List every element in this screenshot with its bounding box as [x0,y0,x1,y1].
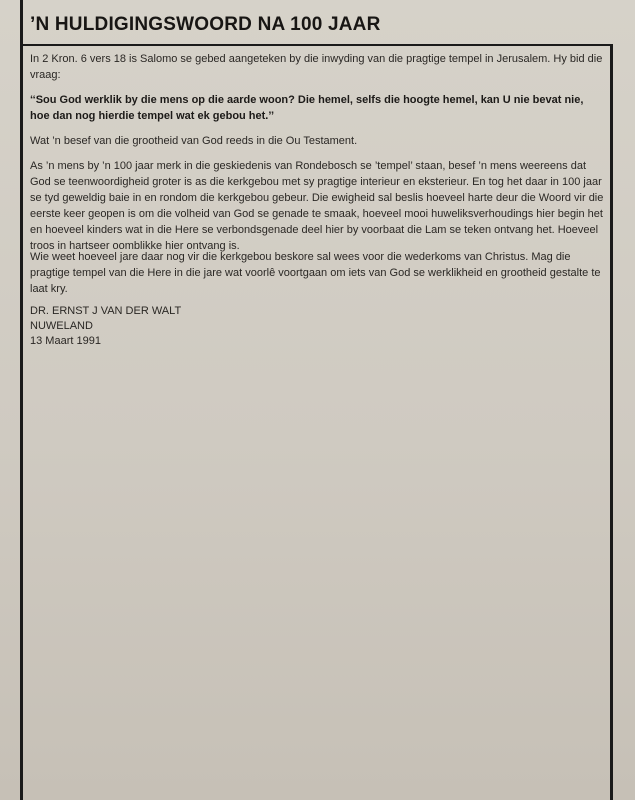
paragraph-closing: Wie weet hoeveel jare daar nog vir die kerkgebou beskore sal wees voor die wederkoms van Christus. Mag die pragtige tempel van die Here in die jare wat voorlê voortgaan om iets van God se werklikheid en grootheid gestalte te laat kry. [30,251,601,295]
signature-date: 13 Maart 1991 [30,335,101,347]
author-place: NUWELAND [30,320,93,332]
paragraph-intro: In 2 Kron. 6 vers 18 is Salomo se gebed aangeteken by die inwyding van die pragtige tempel in Jerusalem. Hy bid die vraag: [30,53,603,81]
author-name: DR. ERNST J VAN DER WALT [30,305,182,317]
page-border-right [610,44,613,800]
signature-block [30,304,181,349]
paragraph-reflection: Wat ’n besef van die grootheid van God reeds in die Ou Testament. [30,135,358,147]
page-border-left [20,0,23,800]
paragraph-history: As ’n mens by ’n 100 jaar merk in die geskiedenis van Rondebosch se ’tempel’ staan, besef ’n mens weereens dat God se teenwoordigheid groter is as die kerkgebou met sy pragtige interieur en eksterieur. En tog het daar in 100 jaar se tyd geweldig baie in en rondom die kerkgebou gebeur. Die ewigheid sal beslis hoeveel harte deur die Woord vir die eerste keer geopen is om die volheid van God se genade te smaak, hoeveel mooi huweliksverhoudings hier begin het en hoeveel kinders wat in die Here se verbondsgenade deel hier by voorbaat die Lam se teken ontvang het. Hoeveel troos in hartseer oomblikke hier ontvang is. [30,160,604,252]
paragraph-quote: ‘‘Sou God werklik by die mens op die aarde woon? Die hemel, selfs die hoogte hemel, kan U nie bevat nie, hoe dan nog hierdie tempel wat ek gebou het.’’ [30,94,584,122]
article-title: ’N HULDIGINGSWOORD NA 100 JAAR [30,14,381,35]
title-rule [20,44,612,46]
